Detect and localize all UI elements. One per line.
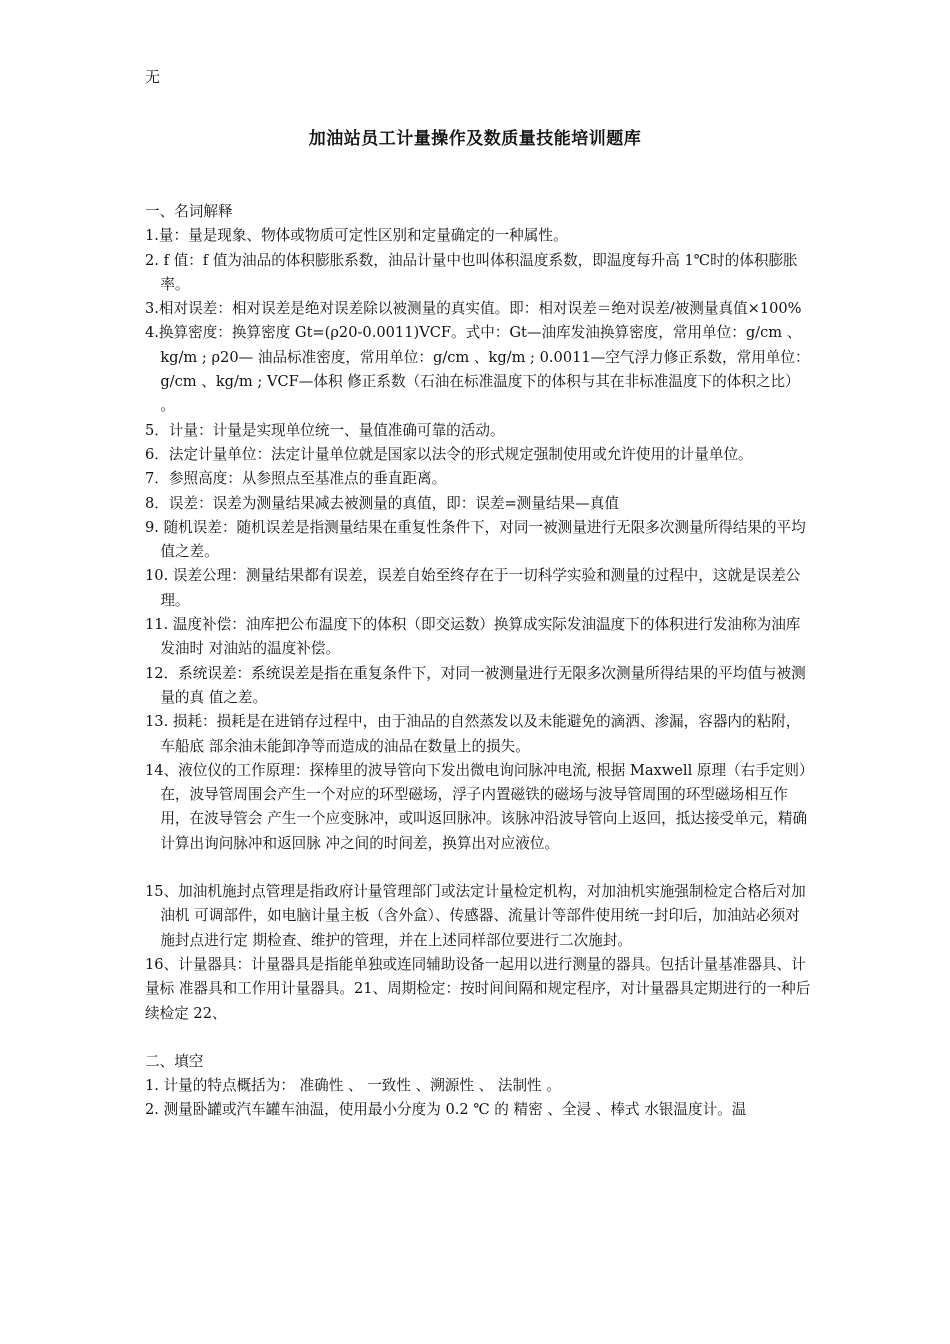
list-item: 2. f 值：f 值为油品的体积膨胀系数，油品计量中也叫体积温度系数，即温度每升高 1℃时的体积膨胀率。 [145,251,798,293]
list-item: 4.换算密度：换算密度 Gt=(ρ20-0.0011)VCF。式中：Gt—油库发油换算密度，常用单位：g/cm 、kg/m ; ρ20— 油品标准密度，常用单位：g/cm 、kg/m ; 0.0011—空气浮力修正系数，常用单位：g/cm 、kg/m ; VCF—体积 修正系数（石油在标准温度下的体积与其在非标准温度下的体积之比） 。 [145,324,810,415]
list-item: 11. 温度补偿：油库把公布温度下的体积（即交运数）换算成实际发油温度下的体积进行发油称为油库发油时 对油站的温度补偿。 [145,616,801,658]
list-item: 16、计量器具：计量器具是指能单独或连同辅助设备一起用以进行测量的器具。包括计量基准器具、计量标 准器具和工作用计量器具。21、周期检定：按时间间隔和规定程序，对计量器具定期进行的一种后续检定 22、 [145,955,811,1022]
document-body [145,200,813,1123]
list-item: 14、液位仪的工作原理：探棒里的波导管向下发出微电询问脉冲电流, 根据 Maxwell 原理（右手定则）在，波导管周围会产生一个对应的环型磁场，浮子内置磁铁的磁场与波导管周围的环型磁场相互作用，在波导管会 产生一个应变脉冲，或叫返回脉冲。该脉冲沿波导管向上返回，抵达接受单元，精确计算出询问脉冲和返回脉 冲之间的时间差，换算出对应液位。 [145,761,808,852]
list-item: 2. 测量卧罐或汽车罐车油温，使用最小分度为 0.2 ℃ 的 精密 、全浸 、棒式 水银温度计。温 [145,1101,747,1119]
list-item: 7．参照高度：从参照点至基准点的垂直距离。 [145,470,447,488]
list-item: 6．法定计量单位：法定计量单位就是国家以法令的形式规定强制使用或允许使用的计量单位。 [145,445,753,463]
spacer [145,1026,813,1050]
header-mark: 无 [145,68,161,86]
list-item: 8．误差：误差为测量结果减去被测量的真值，即：误差=测量结果—真值 [145,494,619,512]
document-title: 加油站员工计量操作及数质量技能培训题库 [308,129,642,149]
spacer [145,856,813,880]
list-item: 5．计量：计量是实现单位统一、量值准确可靠的活动。 [145,421,505,439]
list-item: 3.相对误差：相对误差是绝对误差除以被测量的真实值。即：相对误差＝绝对误差/被测量真值×100% [145,300,802,318]
list-item: 12．系统误差：系统误差是指在重复条件下，对同一被测量进行无限多次测量所得结果的平均值与被测量的真 值之差。 [145,664,806,706]
list-item: 10. 误差公理：测量结果都有误差，误差自始至终存在于一切科学实验和测量的过程中，这就是误差公理。 [145,567,801,609]
list-item: 15、加油机施封点管理是指政府计量管理部门或法定计量检定机构，对加油机实施强制检定合格后对加油机 可调部件，如电脑计量主板（含外盒）、传感器、流量计等部件使用统一封印后，加油站必须对施封点进行定 期检查、维护的管理，并在上述同样部位要进行二次施封。 [145,883,806,949]
list-item: 1.量：量是现象、物体或物质可定性区别和定量确定的一种属性。 [145,227,568,245]
list-item: 13. 损耗：损耗是在进销存过程中，由于油品的自然蒸发以及未能避免的滴洒、渗漏，容器内的粘附，车船底 部余油未能卸净等而造成的油品在数量上的损失。 [145,713,801,755]
section-heading: 二、填空 [145,1052,204,1070]
list-item: 9. 随机误差：随机误差是指测量结果在重复性条件下，对同一被测量进行无限多次测量所得结果的平均值之差。 [145,518,806,561]
section-heading: 一、名词解释 [145,203,233,220]
list-item: 1. 计量的特点概括为： 准确性 、 一致性 、溯源性 、 法制性 。 [145,1077,561,1095]
